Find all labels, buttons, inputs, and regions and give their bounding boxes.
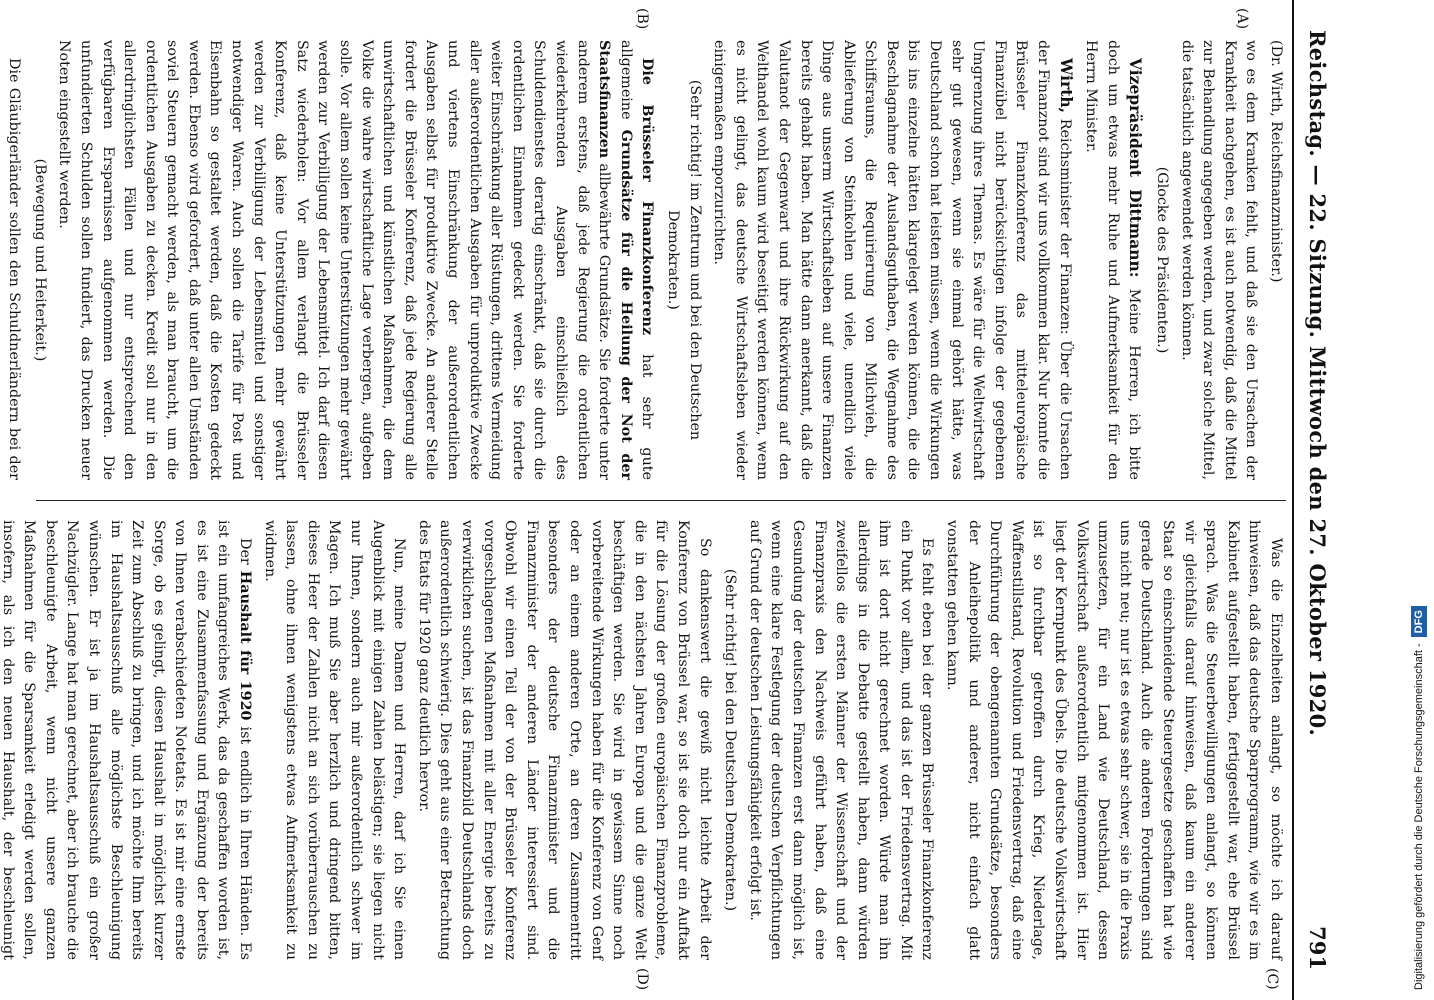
paragraph-text: allbewährte Grundsätze. Sie forderte unter anderem erstens, daß jede Regierung die ordentlichen wiederkehrenden Ausgaben einschließlich des Schuldendienstes derartig einschränkt, daß sie durch die ordentlichen Einnahmen gedeckt werden. Sie forderte weiter Einschränkung aller Rüstungen, drittens Vermeidung aller außerordentlichen Ausgaben für unproduktive Zwecke und viertens Einschränkung der außerordentlichen Ausgaben selbst für produktive Zwecke. An anderer Stelle fordert die Brüsseler Konferenz, daß jede Regierung alle unwirtschaftlichen und künstlichen Maßnahmen, die dem Volke die wahre wirtschaftliche Lage verbergen, aufgeben solle. Vor allem sollen keine Unterstützungen mehr gewährt werden zur Verbilligung der Lebensmittel. Ich darf diesen Satz wiederholen: Vor allem verlangt die Brüsseler Konferenz, daß keine Unterstützungen mehr gewährt werden zur Verbilligung der Lebensmittel und sonstiger notwendiger Waren. Auch sollen die Tarife für Post und Eisenbahn so gestaltet werden, daß die Kosten gedeckt werden. Ebenso wird gefordert, daß unter allen Umständen soviel Steuern gemacht werden, als man braucht, um die ordentlichen Ausgaben zu decken. Kredit soll nur in den allerdringlichsten Fällen und nur entsprechend den verfügbaren Ersparnissen aufgenommen werden. Die unfundierten Schulden sollen fundiert, das Drucken neuer Noten eingestellt werden. <box>56 40 613 481</box>
page-header <box>1292 0 1340 1000</box>
paragraph <box>0 520 255 960</box>
paragraph: Die Gläubigerländer sollen den Schuldnerländern bei der <box>6 58 23 480</box>
paragraph: Nun, meine Damen und Herren, darf ich Sie einen Augenblick mit einigen Zahlen belästigen; sie liegen nicht nur Ihnen, sondern auch mir außerordentlich schwer im Magen. Ich muß Sie aber herzlich und dringend bitten, dieses Heer der Zahlen nicht an sich vorüberrauschen zu lassen, ohne ihnen wenigstens etwas Aufmerksamkeit zu widmen. <box>261 520 408 960</box>
margin-marker-c: (C) <box>1264 968 1280 990</box>
paragraph: So dankenswert die gewiß nicht leichte Arbeit der Konferenz von Brüssel war, so ist sie doch nur ein Auftakt für die Lösung der großen europäischen Finanzprobleme, die in den nächsten Jahren Europa und die ganze Welt beschäftigen werden. Sie wird in gewissem Sinne noch vorbereitende Wirkungen haben für die Konferenz von Genf oder an einem anderen Orte, an deren Zusammentritt besonders der deutsche Finanzminister und die Finanzminister der anderen Länder interessiert sind. Obwohl wir einen Teil der von der Brüsseler Konferenz vorgeschlagenen Maßnahmen mit aller Energie bereits zu verwirklichen suchen, ist das Finanzbild Deutschlands doch außerordentlich schwierig. Dies geht aus einer Betrachtung des Etats für 1920 ganz deutlich hervor. <box>415 520 713 960</box>
margin-marker-b: (B) <box>634 8 650 30</box>
margin-marker-a: (A) <box>1234 8 1250 30</box>
paragraph: wo es dem Kranken fehlt, und daß sie den Ursachen der Krankheit nachgehen, es ist auch notwendig, daß die Mittel zur Behandlung angegeben werden, und zwar solche Mittel, die tatsächlich angewendet werden können. <box>1178 40 1260 480</box>
speaker-name: Vizepräsident Dittmann: <box>1126 58 1146 278</box>
paragraph: Was die Einzelheiten anlangt, so möchte ich darauf hinweisen, daß das deutsche Sparprogramm, wie wir es im Kabinett aufgestellt haben, fertiggestellt war, ehe Brüssel sprach. Was die Steuerbewilligungen anlangt, so können wir gleichfalls darauf hinweisen, daß kaum ein anderer Staat so einschneidende Steuergesetze geschaffen hat wie gerade Deutschland. Auch die anderen Forderungen sind uns nicht neu; nur ist es etwas sehr schwer, sie in die Praxis umzusetzen, für ein Land wie Deutschland, dessen Volkswirtschaft außerordentlich mitgenommen ist. Hier liegt der Kernpunkt des Übels. Die deutsche Volkswirtschaft ist so furchtbar getroffen durch Krieg, Niederlage, Waffenstillstand, Revolution und Friedensvertrag, daß eine Durchführung der obengenannten Grundsätze, besonders der Anleihepolitik und anderer, nicht einfach glatt vonstatten gehen kann. <box>944 520 1284 960</box>
paragraph <box>708 40 1077 480</box>
paragraph <box>53 40 658 480</box>
paragraph: Es fehlt eben bei der ganzen Brüsseler Finanzkonferenz ein Punkt vor allem, und das ist der Friedensvertrag. Mit ihm ist dort nicht gerechnet worden. Würde man ihn allerdings in die Debatte gestellt haben, dann würden zweifellos die ersten Männer der Wissenschaft und der Finanzpraxis den Nachweis geführt haben, daß eine Gesundung der deutschen Finanzen erst dann möglich ist, wenn eine klare Festlegung der deutschen Verpflichtungen auf Grund der deutschen Leistungsfähigkeit erfolgt ist. <box>746 520 936 960</box>
stamp-text-wrapper <box>1408 10 1430 990</box>
paragraph-text: Der <box>237 538 254 565</box>
emphasis-text: Haushalt für 1920 <box>237 570 254 721</box>
column-divider <box>36 500 1286 501</box>
speaker-attribution: (Dr. Wirth, Reichsfinanzminister.) <box>1268 40 1284 283</box>
stamp-text: Digitalisierung gefördert durch die Deutsche Forschungsgemeinschaft - <box>1413 643 1425 990</box>
speaker-name: Wirth, <box>1056 58 1076 114</box>
right-column <box>0 520 1286 960</box>
header-title: Reichstag. — 22. Sitzung. Mittwoch den 27. Oktober 1920. <box>1305 30 1330 737</box>
paragraph-text: ist endlich in Ihren Händen. Es ist ein umfangreiches Werk, das da geschaffen worden ist, es ist eine Zusammenfassung und Ergänzung der bereits von Ihnen verabschiedeten Notetats. Es ist mir eine ernste Sorge, ob es gelingt, diesen Haushalt in möglichst kurzer Zeit zum Abschluß zu bringen, und ich möchte Ihm bereits im Haushaltsausschuß alle möglichste Beschleunigung wünschen. Er ist ja im Haushaltsausschuß ein großer Nachzügler. Lange hat man gerechnet, aber ich brauche die beschleunigte Arbeit, wenn nicht unsere ganzen Maßnahmen für die Sparsamkeit erledigt werden sollen, insofern, als ich den neuen Haushalt, der beschleunigt <box>0 520 254 960</box>
page-number: 791 <box>1305 926 1330 970</box>
paragraph-text: Reichsminister der Finanzen: Über die Ursachen der Finanznot sind wir uns vollkommen klar. Nur konnte die Brüsseler Finanzkonferenz das mitteleuropäische Finanzübel nicht berücksichtigen infolge der gegebenen Umgrenzung ihres Themas. Es wäre für die Weltwirtschaft sehr gut gewesen, wenn sie einmal gehört hätte, was Deutschland schon hat leisten müssen, wenn die Wirkungen bis ins einzelne hätten klargelegt werden können, die die Beschlagnahme der Auslandsguthaben, die Wegnahme des Schiffsraums, die Requirierung von Milchvieh, die Ablieferung von Steinkohlen und viele, unendlich viele Dinge aus unserm Wirtschaftsleben auf unsere Finanzen bereits gehabt haben. Man hätte dann anerkannt, daß die Valutanot der Gegenwart und ihre Rückwirkung auf den Welthandel wohl kaum wird beseitigt werden können, wenn es nicht gelingt, das deutsche Wirtschaftsleben wieder einigermaßen emporzurichten. <box>711 40 1073 481</box>
left-column <box>6 40 1286 481</box>
stage-direction: (Sehr richtig! im Zentrum und bei den Deutschen Demokraten.) <box>664 79 703 441</box>
emphasis-text: Die Brüsseler Finanzkonferenz <box>639 58 656 336</box>
paragraph <box>1080 40 1147 480</box>
margin-marker-d: (D) <box>634 968 650 991</box>
stage-direction: (Bewegung und Heiterkeit.) <box>31 158 48 362</box>
paragraph-text: hat sehr gute allgemeine <box>617 40 656 480</box>
dfg-logo: DFG <box>1411 606 1427 637</box>
stage-direction: (Glocke des Präsidenten.) <box>1154 166 1171 354</box>
emphasis-text: Grundsätze für die Heilung der Not der Staatsfinanzen <box>596 40 634 480</box>
dfg-stamp <box>1408 10 1430 990</box>
paragraph-text: Meine Herren, ich bitte doch um etwas mehr Ruhe und Aufmerksamkeit für den Herrn Minister. <box>1083 40 1143 480</box>
stage-direction: (Sehr richtig! bei den Deutschen Demokraten.) <box>722 568 739 912</box>
